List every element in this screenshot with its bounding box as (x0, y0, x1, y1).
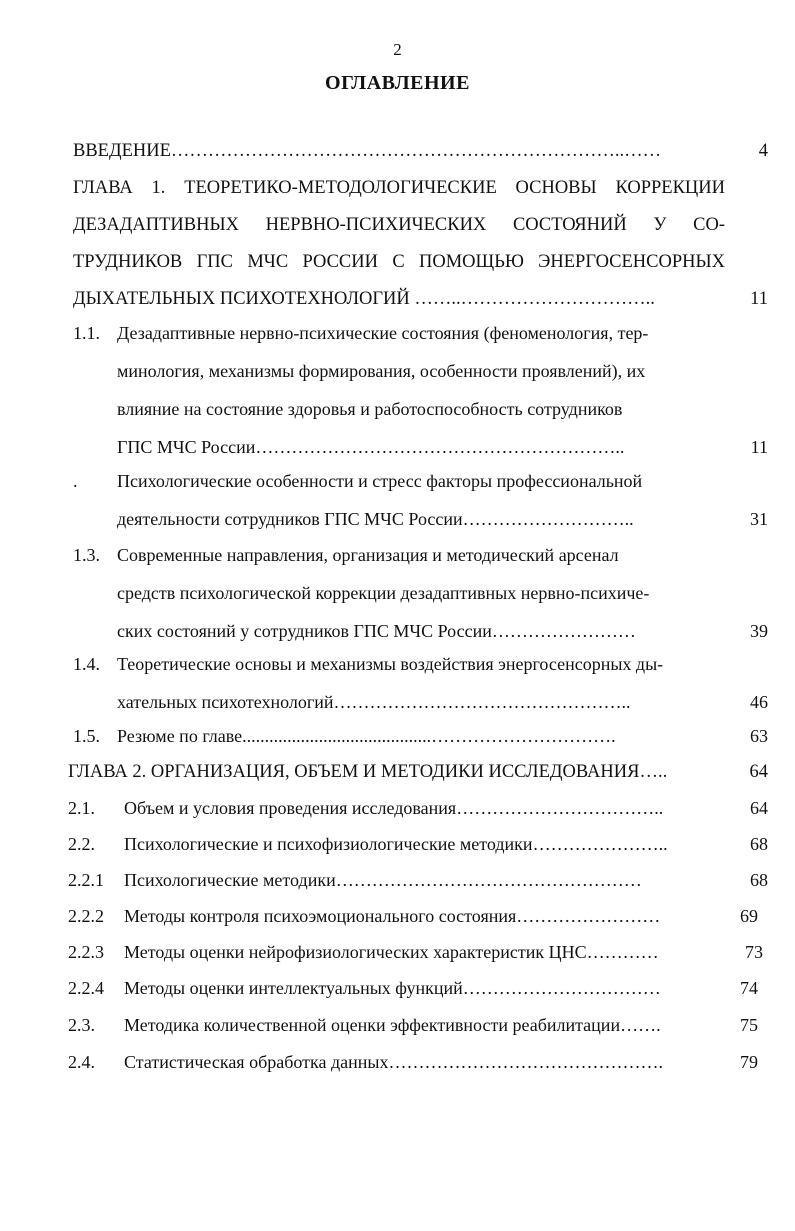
toc-entry-title-line: деятельности сотрудников ГПС МЧС России (117, 509, 463, 529)
toc-entry-title: Методика количественной оценки эффективности реабилитации (124, 1015, 621, 1035)
toc-section-number: 1.3. (73, 545, 100, 565)
toc-entry-title: Методы оценки интеллектуальных функций (124, 978, 463, 998)
toc-page-number: 69 (740, 906, 758, 926)
toc-leader-dots: ……. (620, 1015, 661, 1035)
toc-entry-title-line: ГЛАВА 1. ТЕОРЕТИКО-МЕТОДОЛОГИЧЕСКИЕ ОСНОВЫ КОРРЕКЦИИ (73, 178, 725, 198)
toc-page-number: 63 (750, 726, 768, 746)
toc-leader-dots: …………………………………………… (335, 870, 642, 890)
toc-page-number: 46 (750, 692, 768, 712)
toc-entry-title-line: ГПС МЧС России (117, 437, 256, 457)
toc-leader-dots: ..........................................…………………………. (242, 726, 616, 746)
toc-entry-title-line: Теоретические основы и механизмы воздействия энергосенсорных ды- (117, 654, 664, 674)
toc-section-number: 1.5. (73, 726, 100, 746)
toc-section-number: 2.1. (68, 798, 95, 818)
toc-section-number: 2.4. (68, 1052, 95, 1072)
toc-entry-title-line: минология, механизмы формирования, особенности проявлений), их (117, 361, 646, 381)
toc-leader-dots: ………………………………………………………………..…… (170, 141, 662, 161)
toc-section-number: . (73, 471, 78, 491)
toc-page-number: 75 (740, 1015, 758, 1035)
toc-leader-dots: ………………….. (532, 834, 668, 854)
toc-leader-dots: ……..………………………….. (409, 289, 655, 309)
toc-leader-dots: ………………………………………….. (333, 692, 631, 712)
page-title: ОГЛАВЛЕНИЕ (325, 72, 470, 94)
toc-section-number: 2.2.4 (68, 978, 104, 998)
toc-page-number: 68 (750, 834, 768, 854)
toc-entry-title-line: влияние на состояние здоровья и работоспособность сотрудников (117, 399, 623, 419)
toc-leader-dots: …………………… (516, 906, 661, 926)
toc-entry-title: Методы контроля психоэмоционального состояния (124, 906, 517, 926)
toc-entry-title-line: ТРУДНИКОВ ГПС МЧС РОССИИ С ПОМОЩЬЮ ЭНЕРГОСЕНСОРНЫХ (73, 252, 725, 272)
toc-entry-title: Резюме по главе (117, 726, 243, 746)
toc-entry-title-line: ДЫХАТЕЛЬНЫХ ПСИХОТЕХНОЛОГИЙ (73, 289, 410, 309)
toc-section-number: 2.2.2 (68, 906, 104, 926)
toc-entry-title-line: Современные направления, организация и методический арсенал (117, 545, 619, 565)
page-number: 2 (393, 40, 402, 59)
toc-leader-dots: ….. (639, 762, 668, 782)
toc-leader-dots: …………………………….. (456, 798, 664, 818)
toc-leader-dots: …………………………………………………….. (255, 437, 625, 457)
toc-leader-dots: ……………………….. (462, 509, 634, 529)
toc-leader-dots: ………… (586, 942, 659, 962)
toc-page-number: 4 (758, 141, 768, 161)
toc-entry-title: ГЛАВА 2. ОРГАНИЗАЦИЯ, ОБЪЕМ И МЕТОДИКИ ИССЛЕДОВАНИЯ (68, 762, 640, 782)
toc-page-number: 11 (750, 437, 768, 457)
toc-section-number: 2.2.3 (68, 942, 104, 962)
toc-page-number: 11 (750, 289, 768, 309)
toc-entry-title: Психологические и психофизиологические методики (124, 834, 533, 854)
toc-page-number: 79 (740, 1052, 758, 1072)
toc-entry-title-line: хательных психотехнологий (117, 692, 334, 712)
toc-page-number: 64 (750, 798, 768, 818)
toc-entry-title: ВВЕДЕНИЕ (73, 141, 171, 161)
toc-entry-title: Статистическая обработка данных (124, 1052, 389, 1072)
toc-entry-title: Методы оценки нейрофизиологических характеристик ЦНС (124, 942, 587, 962)
toc-section-number: 2.2. (68, 834, 95, 854)
toc-page-number: 68 (750, 870, 768, 890)
toc-entry-title-line: средств психологической коррекции дезадаптивных нервно-психиче- (117, 583, 650, 603)
toc-section-number: 2.2.1 (68, 870, 104, 890)
toc-page-number: 74 (740, 978, 758, 998)
toc-section-number: 2.3. (68, 1015, 95, 1035)
toc-entry-title: Психологические методики (124, 870, 336, 890)
toc-leader-dots: …………………………… (462, 978, 661, 998)
toc-page-number: 73 (745, 942, 763, 962)
toc-page-number: 64 (749, 762, 768, 782)
toc-leader-dots: …………………… (491, 621, 636, 641)
toc-entry-title-line: Психологические особенности и стресс факторы профессиональной (117, 471, 643, 491)
toc-section-number: 1.1. (73, 323, 100, 343)
toc-leader-dots: ………………………………………. (388, 1052, 663, 1072)
toc-page-number: 39 (750, 621, 768, 641)
toc-section-number: 1.4. (73, 654, 100, 674)
toc-entry-title: Объем и условия проведения исследования (124, 798, 457, 818)
toc-entry-title-line: ДЕЗАДАПТИВНЫХ НЕРВНО-ПСИХИЧЕСКИХ СОСТОЯНИЙ У СО- (73, 215, 725, 235)
toc-entry-title-line: Дезадаптивные нервно-психические состояния (феноменология, тер- (117, 323, 649, 343)
toc-entry-title-line: ских состояний у сотрудников ГПС МЧС России (117, 621, 492, 641)
toc-page-number: 31 (750, 509, 768, 529)
